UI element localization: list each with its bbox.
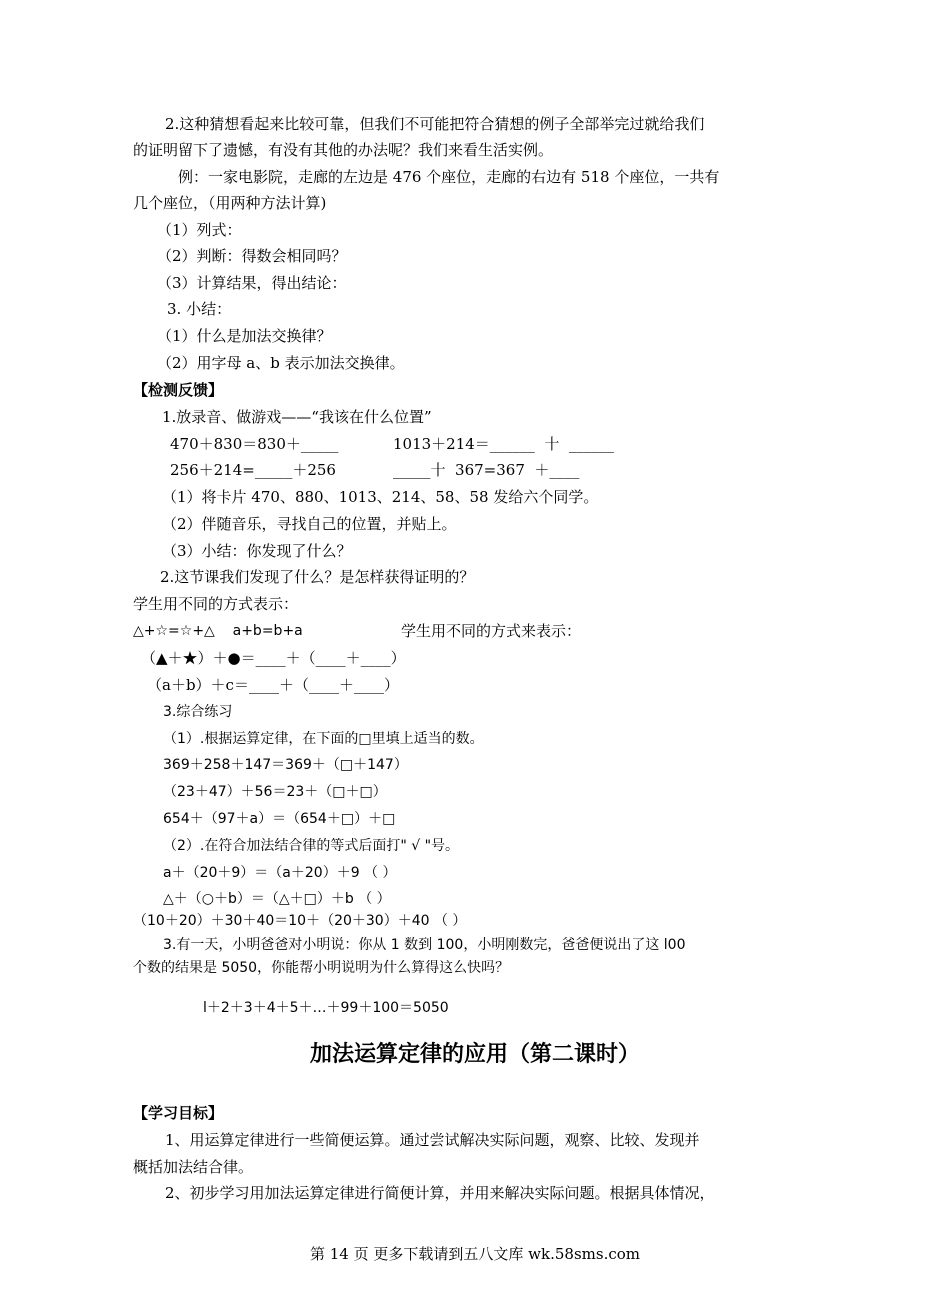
associative-symbols: （▲＋★）＋●＝____＋（____＋____） xyxy=(141,649,406,667)
game-instruction: 1.放录音、做游戏——“我该在什么位置” xyxy=(162,408,432,426)
practice-sub-1: （1）.根据运算定律，在下面的□里填上适当的数。 xyxy=(163,731,484,747)
lesson-title: 加法运算定律的应用（第二课时） xyxy=(309,1042,640,1067)
goals-heading: 【学习目标】 xyxy=(133,1104,224,1122)
step-3: （3）计算结果，得出结论： xyxy=(157,274,347,292)
students-line: 学生用不同的方式表示： xyxy=(133,595,299,613)
story-line-2: 个数的结果是 5050，你能帮小明说明为什么算得这么快吗？ xyxy=(133,960,510,976)
paragraph-2-line-1: 2.这种猜想看起来比较可靠，但我们不可能把符合猜想的例子全部举完过就给我们 xyxy=(165,115,705,133)
sum-formula: l＋2＋3＋4＋5＋…＋99＋100＝5050 xyxy=(203,1000,449,1016)
card-step-3: （3）小结：你发现了什么？ xyxy=(162,542,352,560)
equation-row-2-left: 256＋214=_____＋256 xyxy=(170,461,336,479)
check-equation-2: △＋（○＋b）＝（△＋□）＋b （ ） xyxy=(163,891,391,907)
paragraph-2-line-2: 的证明留下了遗憾，有没有其他的办法呢？我们来看生活实例。 xyxy=(133,141,554,159)
practice-sub-2: （2）.在符合加法结合律的等式后面打" √ "号。 xyxy=(163,838,460,854)
symbol-laws: △+☆=☆+△ a+b=b+a xyxy=(133,623,303,639)
step-2: （2）判断：得数会相同吗？ xyxy=(157,247,347,265)
question-2: 2.这节课我们发现了什么？是怎样获得证明的？ xyxy=(160,568,475,586)
page-footer: 第 14 页 更多下载请到五八文库 wk.58sms.com xyxy=(310,1245,640,1263)
story-line-1: 3.有一天，小明爸爸对小明说：你从 1 数到 100，小明刚数完，爸爸便说出了这 l00 xyxy=(163,937,686,953)
practice-heading: 3.综合练习 xyxy=(163,704,233,720)
check-equation-1: a＋（20＋9）＝（a＋20）＋9 （ ） xyxy=(163,865,397,881)
goal-1-line-2: 概括加法结合律。 xyxy=(133,1158,254,1176)
goal-1-line-1: 1、用运算定律进行一些简便运算。通过尝试解决实际问题，观察、比较、发现并 xyxy=(165,1131,700,1149)
feedback-heading: 【检测反馈】 xyxy=(133,381,224,399)
check-equation-3: （10＋20）＋30＋40＝10＋（20＋30）＋40 （ ） xyxy=(133,913,467,929)
goal-2-line-1: 2、初步学习用加法运算定律进行简便计算，并用来解决实际问题。根据具体情况， xyxy=(165,1184,715,1202)
fill-equation-1: 369＋258＋147＝369＋（□＋147） xyxy=(163,757,408,773)
associative-letters: （a＋b）＋c＝____＋（____＋____） xyxy=(147,676,399,694)
fill-equation-3: 654＋（97＋a）＝（654＋□）＋□ xyxy=(163,811,396,827)
students-line-2: 学生用不同的方式来表示： xyxy=(401,622,582,640)
summary-question-1: （1）什么是加法交换律？ xyxy=(157,327,332,345)
fill-equation-2: （23＋47）＋56＝23＋（□＋□） xyxy=(163,784,387,800)
equation-row-2-right: _____十 367=367 ＋____ xyxy=(393,461,580,479)
equation-row-1-left: 470＋830＝830＋_____ xyxy=(170,435,339,453)
summary-heading: 3. 小结： xyxy=(167,300,232,318)
example-line-2: 几个座位，（用两种方法计算) xyxy=(133,194,327,212)
step-1: （1）列式： xyxy=(157,221,242,239)
example-line-1: 例：一家电影院，走廊的左边是 476 个座位，走廊的右边有 518 个座位，一共有 xyxy=(178,168,720,186)
card-step-2: （2）伴随音乐，寻找自己的位置，并贴上。 xyxy=(162,515,457,533)
equation-row-1-right: 1013＋214＝______ 十 ______ xyxy=(393,435,614,453)
summary-question-2: （2）用字母 a、b 表示加法交换律。 xyxy=(157,354,405,372)
card-step-1: （1）将卡片 470、880、1013、214、58、58 发给六个同学。 xyxy=(162,488,599,506)
